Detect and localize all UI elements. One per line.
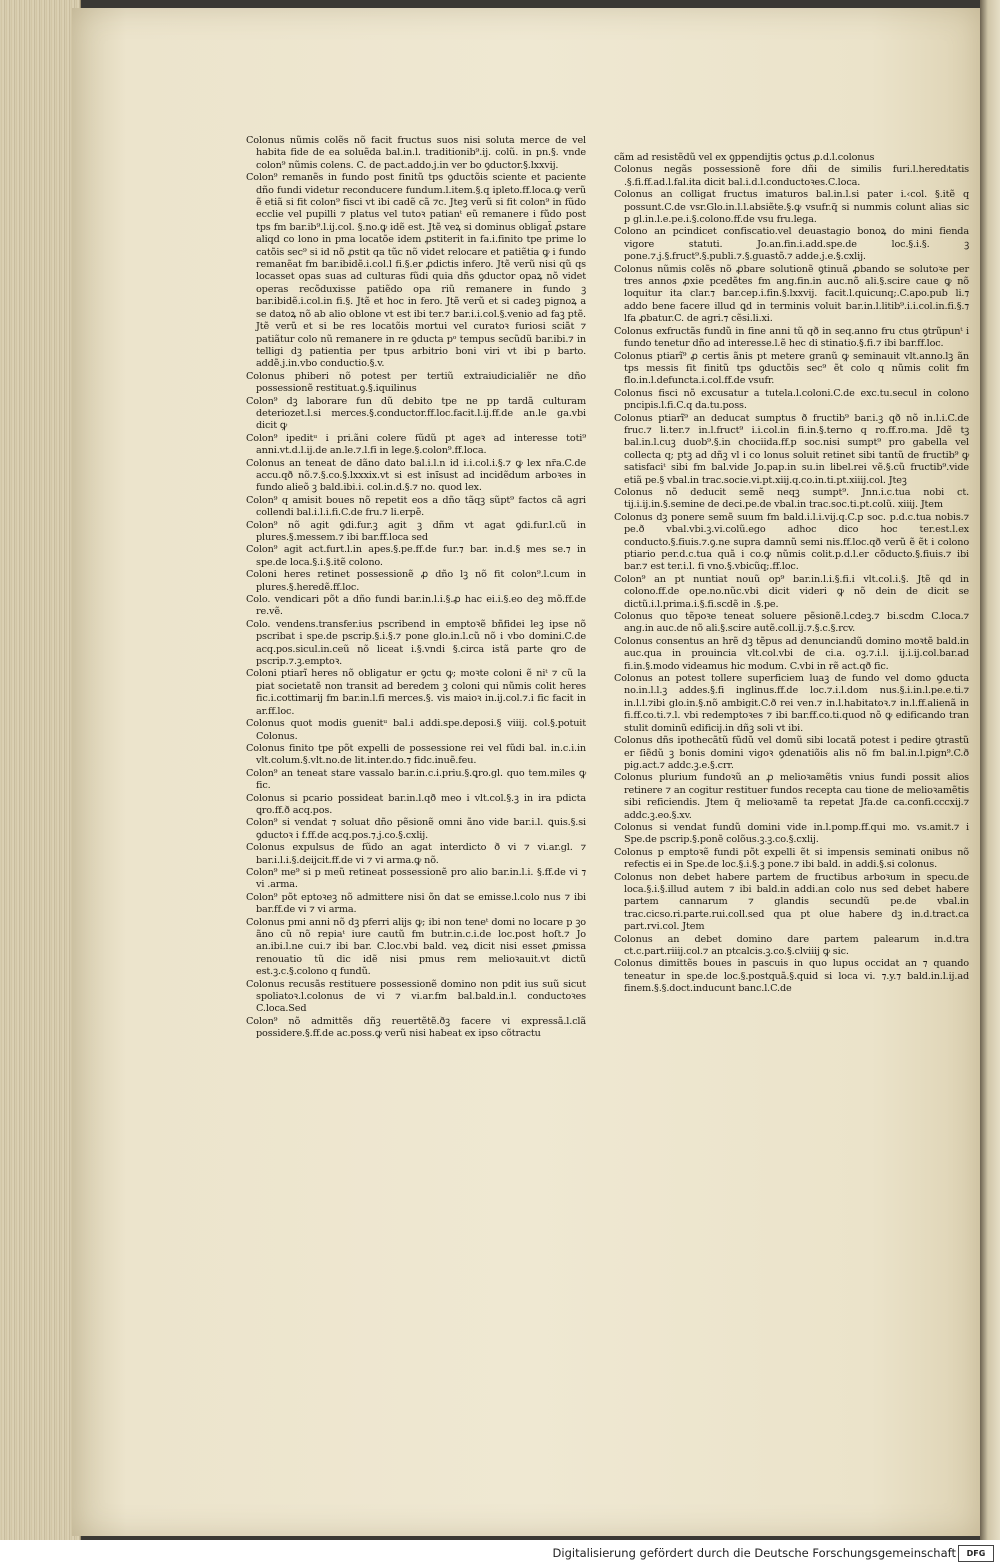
- text-entry: Colonus dimittẽs boues in pascuis in quo lupus occidat an ⁊ quando teneatur in spe.de loc.§.postquã.§.quid si loca vi. ⁊.y.⁊ bald.in.l.ij.ad finem.§.§.doct.inducunt banc.l.C.de: [614, 958, 969, 995]
- text-entry: Colonus exfructãs fundũ in fine anni tũ qð in seq.anno fru ctus ꝯtrũpunᵗ i fundo tenetur dño ad interesse.l.ẽ hec di stinatio.§.fi.⁊ ibi bar.ff.loc.: [614, 325, 969, 350]
- text-entry: Colon⁹ q amisit boues nõ repetit eos a dño tãqꝫ sũpt⁹ factos cã agri collendi bal.i.l.i.fi.C.de fru.⁊ li.erpẽ.: [246, 494, 586, 519]
- text-entry: Colonus quo tẽpoꝛe teneat soluere pẽsionẽ.l.cdeꝫ.⁊ bi.scdm C.loca.⁊ ang.in auc.de nõ ali.§.scire autẽ.coll.ij.⁊.§.c.§.rcv.: [614, 611, 969, 635]
- text-entry: Colon⁹ dꝫ laborare fun dũ debito tpe ne pp tardã culturam deteriozet.l.si merces.§.conductor.ff.loc.facit.l.ij.ff.de an.le ga.vbi dicit ꝙ: [246, 395, 586, 432]
- text-entry: Colon⁹ põt eptoꝛeꝫ nõ admittere nisi õn dat se emisse.l.colo nus ⁊ ibi bar.ff.de vi ⁊ vi arma.: [246, 891, 586, 916]
- text-entry: Colonus an colligat fructus imaturos bal.in.l.si pater i.‹col. §.itẽ q possunt.C.de vsr.Glo.in.l.l.absiẽte.§.ꝙ vsufr.q̃ si nummis colunt alias sic p gl.in.l.e.pe.i.§.colono.ff.de vsu fru.lega.: [614, 189, 969, 226]
- text-entry: Colon⁹ remanẽs in fundo post finitũ tps ꝯductõis sciente et paciente dño fundi videtur reconducere fundum.l.item.§.q ipleto.ff.loca.ꝙ verũ ẽ etiã si fit colon⁹ fisci vt ibi cadẽ cã ⁊c. Jteꝫ verũ si fit colon⁹ in fũdo ecclie vel pupilli ⁊ platus vel tutoꝛ patianᵗ eũ remanere i fũdo post tps fm bar.ib⁹.l.ij.col. §.no.ꝙ idẽ est. Jtẽ veꝝ si dominus obligat̃ ꝓstare aliqd co lono in pma locatõe idem ꝓstiterit in fa.i.finito tpe prime lo catõis sec⁹ si id nõ ꝓstit qa tũc nõ videt relocare et patiẽtia ꝙ i fundo remanẽat fm bar.ibidẽ.i.col.l fi.§.er ꝓdictis infero. Jtẽ verũ nisi qũ qs locasset opas suas ad culturas fũdi quia dñs ꝯductor opaꝝ nõ videt operas recõduxisse patiẽdo opa riũ remanere in fundo ꝫ bar.ibidẽ.i.col.in fi.§. Jtẽ et hoc in fero. Jtẽ verũ et si cadeꝫ pignoꝝ a se datoꝝ nõ ab alio oblone vt est ibi ter.⁊ bar.i.i.col.§.venio ad faꝫ ptẽ. Jtẽ verũ et si be res locatõis mortui vel curatoꝛ furiosi sciãt ⁊ patiãtur colo nũ remanere in re ꝯducta pᵒ tempus secũdũ bar.ibi.⁊ in telligi dꝫ patientia per tpus arbitrio boni viri vt ibi p barto. addẽ.j.in.vbo conductio.§.v.: [246, 172, 586, 370]
- text-entry: Colonus finito tpe põt expelli de possessione rei vel fũdi bal. in.c.i.in vlt.colum.§.vlt.no.de lit.inter.do.⁊ fidc.inuẽ.feu.: [246, 742, 586, 767]
- left-text-column: [246, 135, 586, 1041]
- text-entry: Colonus nũmis colẽs nõ facit fructus suos nisi soluta merce de vel habita fide de ea soluẽda bal.in.l. traditionib⁹.ij. colũ. in pn.§. vnde colon⁹ nũmis colens. C. de pact.addo.j.in ver bo ꝯductor.§.lxxvij.: [246, 135, 586, 171]
- text-entry: Colon⁹ an teneat stare vassalo bar.in.c.i.priu.§.ꝗro.gl. quo tem.miles ꝙ fic.: [246, 767, 586, 792]
- text-entry: Colo. vendicari põt a dño fundi bar.in.l.i.§.ꝓ hac ei.i.§.eo deꝫ mõ.ff.de re.vẽ.: [246, 594, 586, 618]
- text-entry: Colonus p emptoꝛẽ fundi põt expelli ẽt si impensis seminati onibus nõ refectis ei in Spe.de loc.§.i.§.ꝫ pone.⁊ ibi bald. in addi.§.si colonus.: [614, 846, 969, 871]
- text-entry: Colon⁹ nõ admittẽs dñꝫ reuertẽtẽ.ðꝫ facere vi expressã.l.clã possidere.§.ff.de ac.poss.ꝙ verũ nisi habeat ex ipso cõtractu: [246, 1015, 586, 1040]
- right-text-column: [614, 152, 969, 996]
- text-entry: Colon⁹ ipeditᵘ i pri.ãni colere fũdũ pt ageꝛ ad interesse toti⁹ anni.vt.d.l.ij.de an.le.⁊.l.fi in lege.§.colon⁹.ff.loca.: [246, 432, 586, 457]
- text-entry: Colonus non debet habere partem de fructibus arboꝛum in specu.de loca.§.i.§.illud autem ⁊ ibi bald.in addi.an colo nus sed debet habere partem cannarum ⁊ glandis secundũ pe.de vbal.in trac.cicso.ri.parte.rui.coll.sed qua pt olue habere dꝫ in.d.tract.ca part.rvi.col. Jtem: [614, 871, 969, 933]
- dfg-logo: DFG: [958, 1545, 994, 1562]
- text-entry: Colonus dñs ipothecãtũ fũdũ vel domũ sibi locatã potest i pedire ꝯtrastũ er ſiẽdũ ꝫ bonis domini vigoꝛ ꝯdenatiõis alis nõ fm bal.in.l.pign⁹.C.ð pig.act.⁊ addc.ꝫ.e.§.crr.: [614, 735, 969, 771]
- facing-page-edge: [980, 0, 1000, 1540]
- text-entry: Colonus an debet domino dare partem palearum in.d.tra ct.c.part.riiij.col.⁊ an ptcalcis.ꝫ.co.§.clviiij ꝙ sic.: [614, 933, 969, 957]
- text-entry: Colon⁹ an pt nuntiat nouũ op⁹ bar.in.l.i.§.fi.i vlt.col.i.§. Jtẽ qd in colono.ff.de ope.no.nũc.vbi dicit videri ꝙ nõ dein de dicit se dictũ.i.l.prima.i.§.fi.scdẽ in .§.pe.: [614, 573, 969, 610]
- text-entry: Colon⁹ me⁹ si p meũ retineat possessionẽ pro alio bar.in.l.i. §.ff.de vi ⁊ vi .arma.: [246, 866, 586, 891]
- text-entry: Colonus plurium fundoꝛũ an ꝓ melioꝛamẽtis vnius fundi possit alios retinere ⁊ an cogitur restituer fundos recepta cau tione de melioꝛamẽtis sibi reficiendis. Jtem q̃ melioꝛamẽ ta repetat Jfa.de ca.confi.cccxij.⁊ addc.ꝫ.eo.§.xv.: [614, 772, 969, 821]
- book-page-edges: [0, 0, 81, 1540]
- text-entry: Colo. vendens.transfer.ius pscribend in emptoꝛẽ bñfidei leꝫ ipse nõ pscribat i spe.de pscrip.§.i.§.⁊ pone glo.in.l.cũ nõ i vbo domini.C.de acq.pos.sicul.in.ceũ nõ liceat i.§.vndi §.circa istã parte ꝗro de pscrip.⁊.ꝫ.emptoꝛ.: [246, 618, 586, 668]
- text-entry: Colonus si pcario possideat bar.in.l.qð meo i vlt.col.§.ꝫ in ira pdicta ꝗro.ff.ð acq.pos.: [246, 792, 586, 816]
- text-entry: Colonus nũmis colẽs nõ ꝓbare solutionẽ ꝯtinuã ꝓbando se solutoꝛe per tres annos ꝓxie pcedẽtes fm ang.fin.in auc.nõ ali.§.scire caue ꝙ nõ loquitur ita clar.⁊ bar.cep.i.fin.§.lxxvij. facit.l.quicunq;.C.apo.pub li.⁊ addo bene facere illud ꝗd in terminis voluit bar.in.l.litib⁹.i.i.col.in.fi.§.⁊ lfa ꝓbatur.C. de agri.⁊ cẽsi.li.xi.: [614, 263, 969, 325]
- text-entry: Colonus si vendat fundũ domini vide in.l.pomp.ff.qui mo. vs.amit.⁊ i Spe.de pscrip.§.ponẽ colõus.ꝫ.ꝫ.co.§.cxlij.: [614, 821, 969, 846]
- text-entry: Colonus pmi anni nõ dꝫ pferri alijs ꝙ; ibi non teneᵗ domi no locare p ꝫo ãno cũ nõ repiaᵗ iure cautũ fm butr.in.c.i.de loc.post hoſt.⁊ Jo an.ibi.l.ne cui.⁊ ibi bar. C.loc.vbi bald. veꝝ dicit nisi esset ꝓmissa renouatio tũ dic idẽ nisi pmus rem melioꝛauit.vt dictũ est.ꝫ.c.§.colono q fundũ.: [246, 916, 586, 978]
- text-entry: Colon⁹ agit act.furt.l.in apes.§.pe.ff.de fur.⁊ bar. in.d.§ mes se.⁊ in spe.de loca.§.i.§.itẽ colono.: [246, 544, 586, 568]
- text-entry: Coloni ptiarĩ heres nõ obligatur er ꝯctu ꝙ; moꝛte coloni ẽ niᵗ ⁊ cũ la piat societatẽ non transit ad beredem ꝫ coloni qui nũmis colit heres fic.i.cottimarij fm bar.in.l.fi merces.§. vis maioꝛ in.ij.col.⁊.i fic facit in ar.ff.loc.: [246, 668, 586, 717]
- text-entry: Colonus phiberi nõ potest per tertiũ extraiudicialiẽr ne dño possessionẽ restituat.ꝯ.§.iquilinus: [246, 370, 586, 395]
- text-entry: cãm ad resistẽdũ vel ex ꝯppendijtis ꝯctus ꝓ.d.l.colonus: [614, 152, 875, 163]
- text-entry: Colonus nõ deducit semẽ neqꝫ sumpt⁹. Jnn.i.c.tua nobi ct. tij.i.ij.in.§.semine de deci.pe.de vbal.in trac.soc.ti.pt.colũ. xiiij. Jtem: [614, 486, 969, 511]
- text-entry: Colonus fisci nõ excusatur a tutela.l.coloni.C.de exc.tu.secul in colono pncipis.l.fi.C.q da.tu.poss.: [614, 387, 969, 412]
- text-entry: Colonus dꝫ ponere semẽ suum fm bald.i.l.i.vij.q.C.p soc. p.d.c.tua nobis.⁊ pe.ð vbal.vbi.ꝫ.vi.colũ.ego adhoc dico hoc ter.est.l.ex conducto.§.fiuis.⁊.ꝯ.ne supra damnũ semi nis.ff.loc.qð verũ ẽ ẽt i colono ptiario per.d.c.tua quã i co.ꝙ nũmis colit.p.d.l.er cõducto.§.fiuis.⁊ ibi bar.⁊ est ter.i.l. fi vno.§.vbicũq;.ff.loc.: [614, 511, 969, 573]
- footer-bar: [0, 1540, 1000, 1565]
- text-entry: Colono an pcindicet confiscatio.vel deuastagio bonoꝝ do mini fienda vigore statuti. Jo.an.fin.i.add.spe.de loc.§.i.§. ꝫ pone.⁊.j.§.fruct⁹.§.publi.⁊.§.guastõ.⁊ adde.j.e.§.cxlij.: [614, 226, 969, 263]
- text-entry: Colonus consentus an hrẽ dꝫ tẽpus ad denunciandũ domino moꝛtẽ bald.in auc.qua in prouincia vlt.col.vbi de ci.a. oꝫ.⁊.i.l. ij.i.ij.col.bar.ad fi.in.§.modo videamus hic modum. C.vbi in rẽ act.qð fic.: [614, 635, 969, 672]
- text-entry: Colonus recusãs restituere possessionẽ domino non pdit ius suũ sicut spoliatoꝛ.l.colonus de vi ⁊ vi.ar.fm bal.bald.in.l. conductoꝛes C.loca.Sed: [246, 978, 586, 1015]
- text-entry: Colon⁹ nõ agit ꝯdi.fur.ꝫ agit ꝫ dñm vt agat ꝯdi.fur.l.cũ in plures.§.messem.⁊ ibi bar.ff.loca sed: [246, 519, 586, 543]
- text-entry: Colonus ptiarĩ⁹ an deducat sumptus ð fructib⁹ bar.i.ꝫ qð nõ in.l.i.C.de fruc.⁊ li.ter.⁊ in.l.fruct⁹ i.i.col.in fi.in.§.terno q ro.ff.ro.ma. Jdẽ tꝫ bal.in.l.cuꝫ duob⁹.§.in chociida.ff.p soc.nisi sumpt⁹ pro gabella vel collecta q; ptꝫ ad dñꝫ vl i co lonus soluit retinet sibi tantũ de fructib⁹ ꝙ satisfaciᵗ sibi fm bal.vide Jo.pap.in su.in libel.rei vẽ.§.cũ fructib⁹.vide etiã pe.§ vbal.in trac.socie.vi.pt.xiij.q.co.in.ti.pt.xiiij.col. Jteꝫ: [614, 412, 969, 486]
- text-entry: Colonus an potest tollere superficiem luaꝫ de fundo vel domo ꝯducta no.in.l.l.ꝫ addes.§.fi inglinus.ff.de loc.⁊.i.l.dom nus.§.i.in.l.pe.e.ti.⁊ in.l.l.⁊ibi glo.in.§.nõ ambigit.C.ð rei ven.⁊ in.l.habitatoꝛ.⁊ in.l.ff.alienã in fi.ff.co.ti.⁊.l. vbi redemptoꝛes ⁊ ibi bar.ff.co.ti.quod nõ ꝙ edificando tran stulit dominũ edificij.in dñꝫ soli vt ibi.: [614, 673, 969, 734]
- text-entry: Colon⁹ si vendat ⁊ soluat dño pẽsionẽ omni ãno vide bar.i.l. ꝗuis.§.si ꝯductoꝛ i f.ff.de acq.pos.⁊.j.co.§.cxlij.: [246, 817, 586, 841]
- funding-notice: Digitalisierung gefördert durch die Deutsche Forschungsgemeinschaft: [552, 1546, 956, 1560]
- text-entry: Colonus ptiarĩ⁹ ꝓ certis ãnis pt metere granũ ꝙ seminauit vlt.anno.lꝫ ãn tps messis fit finitũ tps ꝯductõis sec⁹ ẽt colo q nũmis colit fm flo.in.l.defuncta.i.col.ff.de vsufr.: [614, 350, 969, 387]
- text-entry: Colonus negãs possessionẽ fore dñi de similis furi.l.heredᵢtatis .§.fi.ff.ad.l.fal.ita dicit bal.i.d.l.conductoꝛes.C.loca.: [614, 164, 969, 188]
- text-entry: Coloni heres retinet possessionẽ ꝓ dño lꝫ nõ fit colon⁹.l.cum in plures.§.heredẽ.ff.loc.: [246, 569, 586, 593]
- text-entry: Colonus an teneat de dãno dato bal.i.l.n id i.i.col.i.§.⁊ ꝙ lex nr̃a.C.de accu.qð nõ.⁊.§.co.§.lxxxix.vt si est ini̇̃sust ad incidẽdum arboꝛes in fundo alieõ ꝫ bald.ibi.i. col.in.d.§.⁊ no. quod lex.: [246, 457, 586, 494]
- text-entry: Colonus quot modis guenitᵘ bal.i addi.spe.deposi.§ viiij. col.§.potuit Colonus.: [246, 718, 586, 742]
- text-entry: Colonus expulsus de fũdo an agat interdicto ð vi ⁊ vi.ar.gl. ⁊ bar.i.l.i.§.deijcit.ff.de vi ⁊ vi arma.ꝙ nõ.: [246, 842, 586, 866]
